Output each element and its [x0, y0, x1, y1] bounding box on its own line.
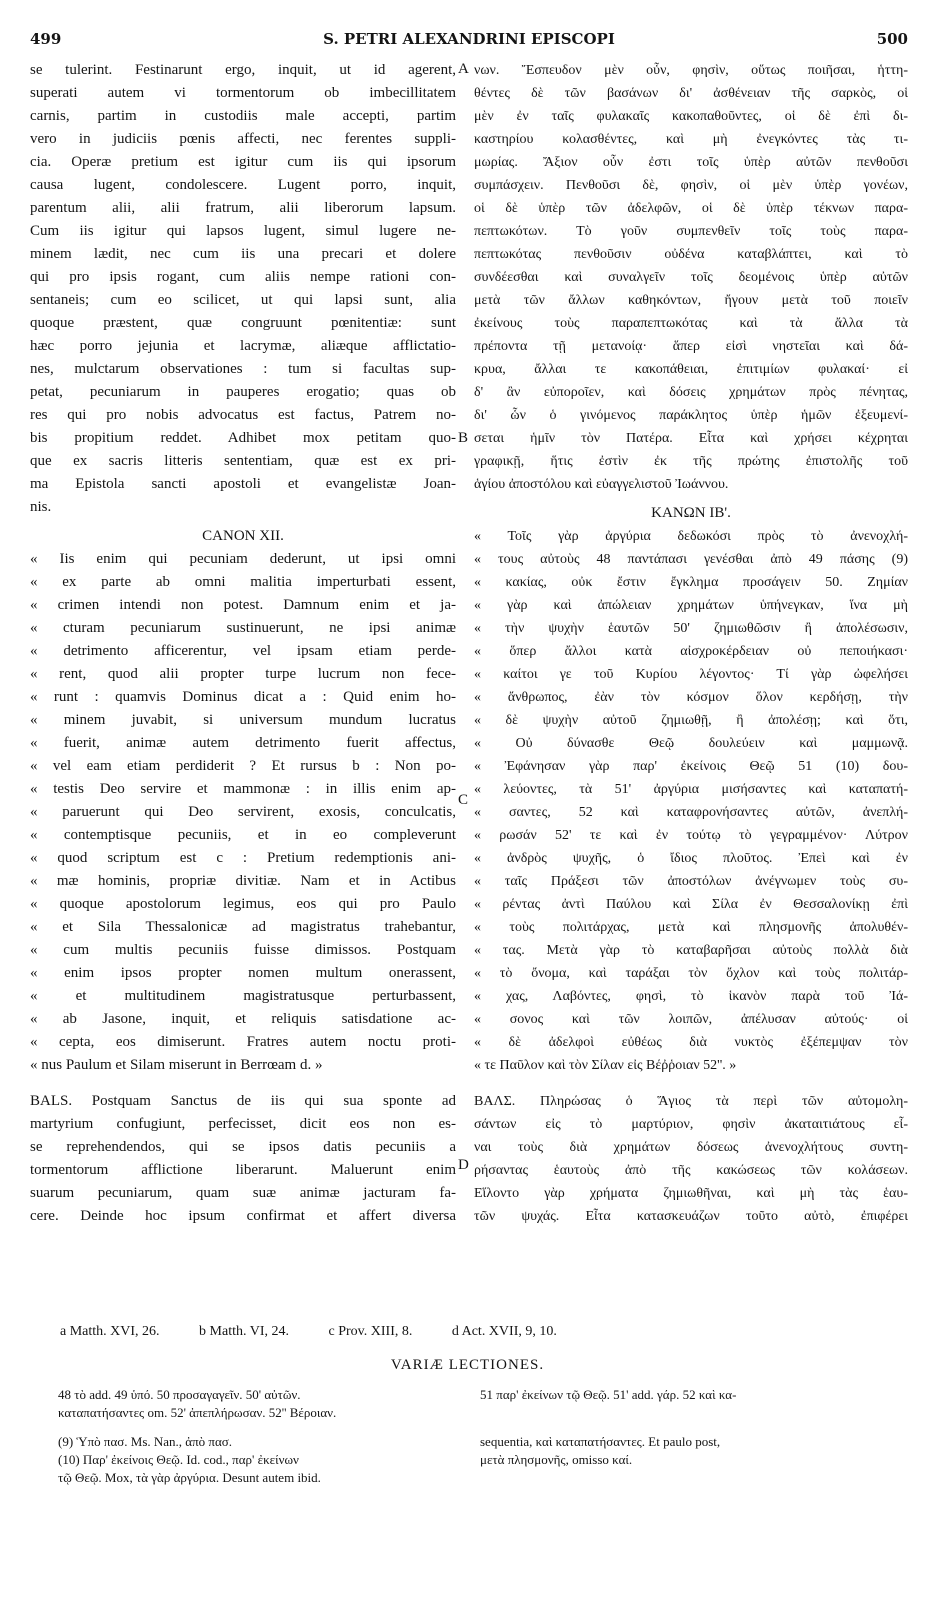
text-line: « rent, quod alii propter turpe lucrum non fece-	[30, 666, 456, 682]
text-line: sentaneis; cum eo scilicet, ut qui lapsi sunt, alia	[30, 292, 456, 308]
text-line: ΒΑΛΣ. Πληρώσας ὁ Ἅγιος τὰ περὶ τῶν αὐτομολη-	[474, 1094, 908, 1109]
text-line: cere. Deinde hoc ipsum confirmat et affert diversa	[30, 1208, 456, 1224]
text-line: res qui pro nobis advocatus est factus, Patrem no-	[30, 407, 456, 423]
text-line: « cepta, eos dimiserunt. Fratres autem noctu proti-	[30, 1034, 456, 1050]
text-line: ma Epistola sancti apostoli et evangelistæ Joan-	[30, 476, 456, 492]
text-line: « ab Jasone, inquit, et reliquis satisdatione ac-	[30, 1011, 456, 1027]
text-line: « quod scriptum est c : Pretium redemptionis ani-	[30, 850, 456, 866]
variant-line: (10) Παρ' ἐκείνοις Θεῷ. Id. cod., παρ' ἐκείνων	[58, 1452, 299, 1467]
text-line: « ex parte ab omni malitia imperturbati essent,	[30, 574, 456, 590]
text-line: « δὲ ἀδελφοὶ εὐθέως διὰ νυκτὸς ἐξέπεμψαν τὸν	[474, 1035, 908, 1050]
text-line: vero in judiciis pœnis affecti, nec ferentes suppli-	[30, 131, 456, 147]
text-line: « σονος καὶ τῶν λοιπῶν, ἀπέλυσαν αὐτούς· οἱ	[474, 1012, 908, 1027]
text-line: « ὅπερ ἄλλοι κατὰ αἰσχροκέρδειαν οὐ πεποιήκασι·	[474, 644, 908, 659]
text-line: « δὲ ψυχὴν αὐτοῦ ζημιωθῇ, ἢ ἀπολέσῃ; καὶ ὅτι,	[474, 713, 908, 728]
text-line: « quoque apostolorum legimus, eos qui pro Paulo	[30, 896, 456, 912]
text-line: se tulerint. Festinarunt ergo, inquit, ut id agerent,	[30, 62, 456, 78]
text-line: minem lædit, nec cum iis una precari et dolere	[30, 246, 456, 262]
text-line: « Ἐφάνησαν γὰρ παρ' ἐκείνοις Θεῷ 51 (10) δου-	[474, 759, 908, 774]
text-line: δ' ἂν εὐποροῖεν, καὶ δόσεις χρημάτων πρὸς πένητας,	[474, 385, 908, 400]
variant-line: (9) Ὑπὸ πασ. Ms. Nan., ἀπὸ πασ.	[58, 1434, 233, 1449]
text-line: parentum alii, alii fratrum, alii liberorum lapsum.	[30, 200, 456, 216]
text-line: κρυα, ἄλλαι τε κακοπάθειαι, ἐπιτιμίων φυλακαί· εἰ	[474, 362, 908, 377]
text-line: πεπτωκότας πενθοῦσιν οὐδένα καταβλάπτει, καὶ τὸ	[474, 247, 908, 262]
text-line: « ταῖς Πράξεσι τῶν ἀποστόλων ἀνέγνωμεν τοὺς συ-	[474, 874, 908, 889]
text-line: que ex sacris litteris sententiam, quæ est ex pri-	[30, 453, 456, 469]
text-line: ρήσαντας ἑαυτοὺς ἀπὸ τῆς κακώσεως τῶν κολάσεων.	[474, 1163, 908, 1178]
text-line: « paruerunt qui Deo servirent, exosis, conculcatis,	[30, 804, 456, 820]
text-line: bis propitium reddet. Adhibet mox petitam quo-	[30, 430, 456, 446]
margin-letter-d: D	[458, 1157, 469, 1173]
page-number-left: 499	[30, 30, 62, 48]
text-line: « crimen intendi non potest. Damnum enim et ja-	[30, 597, 456, 613]
text-line: ἐκείνους τοὺς παραπεπτωκότας καὶ τὰ ἄλλα τὰ	[474, 316, 908, 331]
text-line: δι' ὧν ὁ γινόμενος παράκλητος ὑπὲρ ἡμῶν ἐξευμενί-	[474, 408, 908, 423]
text-line: cia. Operæ pretium est igitur cum iis qui ipsorum	[30, 154, 456, 170]
text-line: « et Sila Thessalonicæ ad magistratus trahebantur,	[30, 919, 456, 935]
latin-canon-title: CANON XII.	[202, 528, 284, 544]
text-line: « nus Paulum et Silam miserunt in Berrœam d. »	[30, 1057, 323, 1073]
variant-readings-right-top	[480, 1386, 908, 1404]
text-line: τῶν ψυχάς. Εἶτα κατασκευάζων τοῦτο αὐτὸ, ἐπιφέρει	[474, 1209, 908, 1224]
text-line: « Iis enim qui pecuniam dederunt, ut ipsi omni	[30, 551, 456, 567]
text-line: « ἀνδρὸς ψυχῆς, ὁ ἴδιος πλοῦτος. Ἐπεὶ καὶ ἐν	[474, 851, 908, 866]
text-line: « λεύοντες, τὰ 51' ἀργύρια μισήσαντες καὶ καταπατή-	[474, 782, 908, 797]
variant-line: 51 παρ' ἐκείνων τῷ Θεῷ. 51' add. γάρ. 52 καὶ κα-	[480, 1387, 737, 1402]
variant-line: τῷ Θεῷ. Mox, τὰ γὰρ ἀργύρια. Desunt autem ibid.	[58, 1470, 321, 1485]
text-line: qui pro ipsis rogant, cum aliis nempe rationi con-	[30, 269, 456, 285]
variant-line: sequentia, καὶ καταπατήσαντες. Et paulo post,	[480, 1434, 721, 1449]
variae-lectiones-title: VARIÆ LECTIONES.	[390, 1357, 545, 1373]
text-line: σεται ἡμῖν τὸν Πατέρα. Εἶτα καὶ χρήσει κέχρηται	[474, 431, 908, 446]
text-line: σάντων εἰς τὸ μαρτύριον, φησὶν ἀκαταιτιάτους εἶ-	[474, 1117, 908, 1132]
latin-balsamon-commentary	[30, 1090, 456, 1228]
text-line: « σαντες, 52 καὶ καταφρονήσαντες αὐτῶν, ἀνεπλή-	[474, 805, 908, 820]
greek-canon-title: ΚΑΝΩΝ ΙΒ'.	[651, 505, 731, 521]
text-line: « minem juvabit, si universum mundum lucratus	[30, 712, 456, 728]
text-line: οἱ δὲ ὑπὲρ τῶν ἀδελφῶν, οἱ δὲ ὑπὲρ τέκνων παρα-	[474, 201, 908, 216]
margin-letter-c: C	[458, 792, 469, 808]
text-line: « fuerit, animæ autem detrimento fuerit affectus,	[30, 735, 456, 751]
text-line: « Οὐ δύνασθε Θεῷ δουλεύειν καὶ μαμμωνᾷ.	[474, 736, 908, 751]
running-title: S. PETRI ALEXANDRINI EPISCOPI	[323, 30, 615, 48]
text-line: « τοὺς πολιτάρχας, μετὰ καὶ πλησμονῆς ἀπολυθέν-	[474, 920, 908, 935]
text-line: nis.	[30, 499, 52, 515]
text-line: « τους αὐτοὺς 48 παντάπασι γενέσθαι ἀπὸ 49 πάσης (9)	[474, 552, 908, 567]
text-line: « Τοῖς γὰρ ἀργύρια δεδωκόσι πρὸς τὸ ἀνενοχλή-	[474, 529, 908, 544]
text-line: hæc porro jejunia et lacrymæ, aliæque afflictatio-	[30, 338, 456, 354]
variant-readings-right-bottom	[480, 1433, 908, 1469]
text-line: « cturam pecuniarum sustinuerunt, ne ipsi animæ	[30, 620, 456, 636]
text-line: « γὰρ καὶ ἀπώλειαν χρημάτων ὑπήνεγκαν, ἵνα μὴ	[474, 598, 908, 613]
latin-column	[30, 59, 456, 1228]
text-line: πεπτωκότων. Τὸ γοῦν συμπενθεῖν τοῖς τοὺς παρα-	[474, 224, 908, 239]
text-line: μωρίας. Ἄξιον οὖν ἐστι τοῖς ὑπὲρ αὐτῶν πενθοῦσι	[474, 155, 908, 170]
text-line: martyrium confugiunt, perfecisset, dicit eos non es-	[30, 1116, 456, 1132]
variant-line: καταπατήσαντες om. 52' ἀπεπλήρωσαν. 52'' Βέροιαν.	[58, 1405, 337, 1420]
greek-canon-text	[474, 525, 908, 1077]
text-line: « testis Deo servire et mammonæ : in illis enim ap-	[30, 781, 456, 797]
text-line: tormentorum afflictione liberarunt. Maluerunt enim	[30, 1162, 456, 1178]
text-line: causa lugent, condolescere. Lugent porro, inquit,	[30, 177, 456, 193]
text-line: « detrimento afficerentur, vel ipsam etiam perde-	[30, 643, 456, 659]
text-line: se reprehendendos, qui se ipsos datis pecuniis a	[30, 1139, 456, 1155]
text-line: πρέποντα τῇ μετανοίᾳ· ἅπερ εἰσὶ νηστεῖαι καὶ δά-	[474, 339, 908, 354]
text-line: « κακίας, οὐκ ἔστιν ἔγκλημα προσάγειν 50. Ζημίαν	[474, 575, 908, 590]
text-line: συμπάσχειν. Πενθοῦσι δὲ, φησὶν, οἱ μὲν ὑπὲρ γονέων,	[474, 178, 908, 193]
footnote-ref-a: a Matth. XVI, 26.	[60, 1324, 160, 1339]
footnote-ref-b: b Matth. VI, 24.	[199, 1324, 290, 1339]
footnote-references	[60, 1324, 900, 1340]
text-line: « cum multis pecuniis fuisse dimissos. Postquam	[30, 942, 456, 958]
text-line: superati autem vi tormentorum ob imbecillitatem	[30, 85, 456, 101]
footnote-ref-c: c Prov. XIII, 8.	[328, 1324, 413, 1339]
text-line: Εἵλοντο γὰρ χρήματα ζημιωθῆναι, καὶ μὴ τὰς ἑαυ-	[474, 1186, 908, 1201]
text-line: « ρωσάν 52' τε καὶ ἐν τούτῳ τὸ γεγραμμένον· Λύτρον	[474, 828, 908, 843]
text-line: « τὴν ψυχὴν ἑαυτῶν 50' ζημιωθῶσιν ἢ ἀπολέσωσιν,	[474, 621, 908, 636]
greek-balsamon-commentary	[474, 1090, 908, 1228]
text-line: « contemptisque pecuniis, et in eo compleverunt	[30, 827, 456, 843]
page-number-right: 500	[876, 30, 908, 48]
text-line: « χας, Λαβόντες, φησὶ, τὸ ἱκανὸν παρὰ τοῦ Ἰά-	[474, 989, 908, 1004]
text-line: nes, mulctarum observationes : tum si facultas sup-	[30, 361, 456, 377]
text-line: συνδέεσθαι καὶ συναλγεῖν τοῖς δεομένοις ὑπὲρ αὐτῶν	[474, 270, 908, 285]
text-line: « vel eam etiam perdiderit ? Et rursus b : Non po-	[30, 758, 456, 774]
latin-canon-text	[30, 548, 456, 1077]
text-line: carnis, partim in custodiis male accepti, partim	[30, 108, 456, 124]
text-line: quoque præstent, quæ congruunt pœnitentiæ: sunt	[30, 315, 456, 331]
text-line: petat, pecuniarum in pauperes erogatio; quas ob	[30, 384, 456, 400]
text-line: « καίτοι γε τοῦ Κυρίου λέγοντος· Τί γὰρ ὠφελήσει	[474, 667, 908, 682]
text-line: μὲν ἐν ταῖς φυλακαῖς κακοπαθοῦντες, οἱ δὲ ἐπὶ δι-	[474, 109, 908, 124]
margin-letter-b: B	[458, 430, 469, 446]
text-line: suarum pecuniarum, quam suæ animæ jacturam fa-	[30, 1185, 456, 1201]
text-line: γραφικῇ, ἥτις ἐστὶν ἐκ τῆς πρώτης ἐπιστολῆς τοῦ	[474, 454, 908, 469]
page-header	[30, 30, 908, 54]
text-line: ἁγίου ἀποστόλου καὶ εὐαγγελιστοῦ Ἰωάννου.	[474, 477, 729, 492]
text-line: Cum iis igitur qui lapsos lugent, simul lugere ne-	[30, 223, 456, 239]
variant-readings-left-bottom	[58, 1433, 458, 1487]
text-line: ναι τοὺς διὰ χρημάτων δόσεως ἀνενοχλήτους συντη-	[474, 1140, 908, 1155]
greek-intro	[474, 59, 908, 496]
text-line: μετὰ τῶν ἄλλων καθηκόντων, ἤγουν μετὰ τοῦ ποιεῖν	[474, 293, 908, 308]
variant-readings-left-top	[58, 1386, 438, 1422]
greek-column	[474, 59, 908, 1228]
text-line: « runt : quamvis Dominus dicat a : Quid enim ho-	[30, 689, 456, 705]
text-line: « τας. Μετὰ γὰρ τὸ καταβαρῆσαι αὐτοὺς πολλὰ διὰ	[474, 943, 908, 958]
text-line: BALS. Postquam Sanctus de iis qui sua sponte ad	[30, 1093, 456, 1109]
text-line: « et multitudinem magistratusque perturbassent,	[30, 988, 456, 1004]
text-line: « enim ipsos propter nomen multum onerassent,	[30, 965, 456, 981]
text-line: θέντες δὲ τῶν βασάνων δι' ἀσθένειαν τῆς σαρκὸς, οἱ	[474, 86, 908, 101]
variant-line: 48 τὸ add. 49 ὑπό. 50 προσαγαγεῖν. 50' αὐτῶν.	[58, 1387, 301, 1402]
variant-line: μετὰ πλησμονῆς, omisso καί.	[480, 1452, 633, 1467]
text-line: νων. Ἔσπευδον μὲν οὖν, φησὶν, οὕτως ποιῆσαι, ἡττη-	[474, 63, 908, 78]
footnote-ref-d: d Act. XVII, 9, 10.	[451, 1324, 557, 1339]
margin-letter-a: A	[458, 61, 469, 77]
text-line: « mæ hominis, propriæ divitiæ. Nam et in Actibus	[30, 873, 456, 889]
text-line: καστηρίου κολασθέντες, καὶ μὴ ἐνεγκόντες τὰς τι-	[474, 132, 908, 147]
text-line: « τὸ ὄνομα, καὶ ταράξαι τὸν ὄχλον καὶ τοὺς πολιτάρ-	[474, 966, 908, 981]
text-line: « ρέντας ἀντὶ Παύλου καὶ Σίλα ἐν Θεσσαλονίκῃ ἐπὶ	[474, 897, 908, 912]
latin-intro	[30, 59, 456, 519]
text-line: « τε Παῦλον καὶ τὸν Σίλαν εἰς Βέῤῥοιαν 52''. »	[474, 1058, 737, 1073]
text-line: « ἄνθρωπος, ἐὰν τὸν κόσμον ὅλον κερδήσῃ, τὴν	[474, 690, 908, 705]
